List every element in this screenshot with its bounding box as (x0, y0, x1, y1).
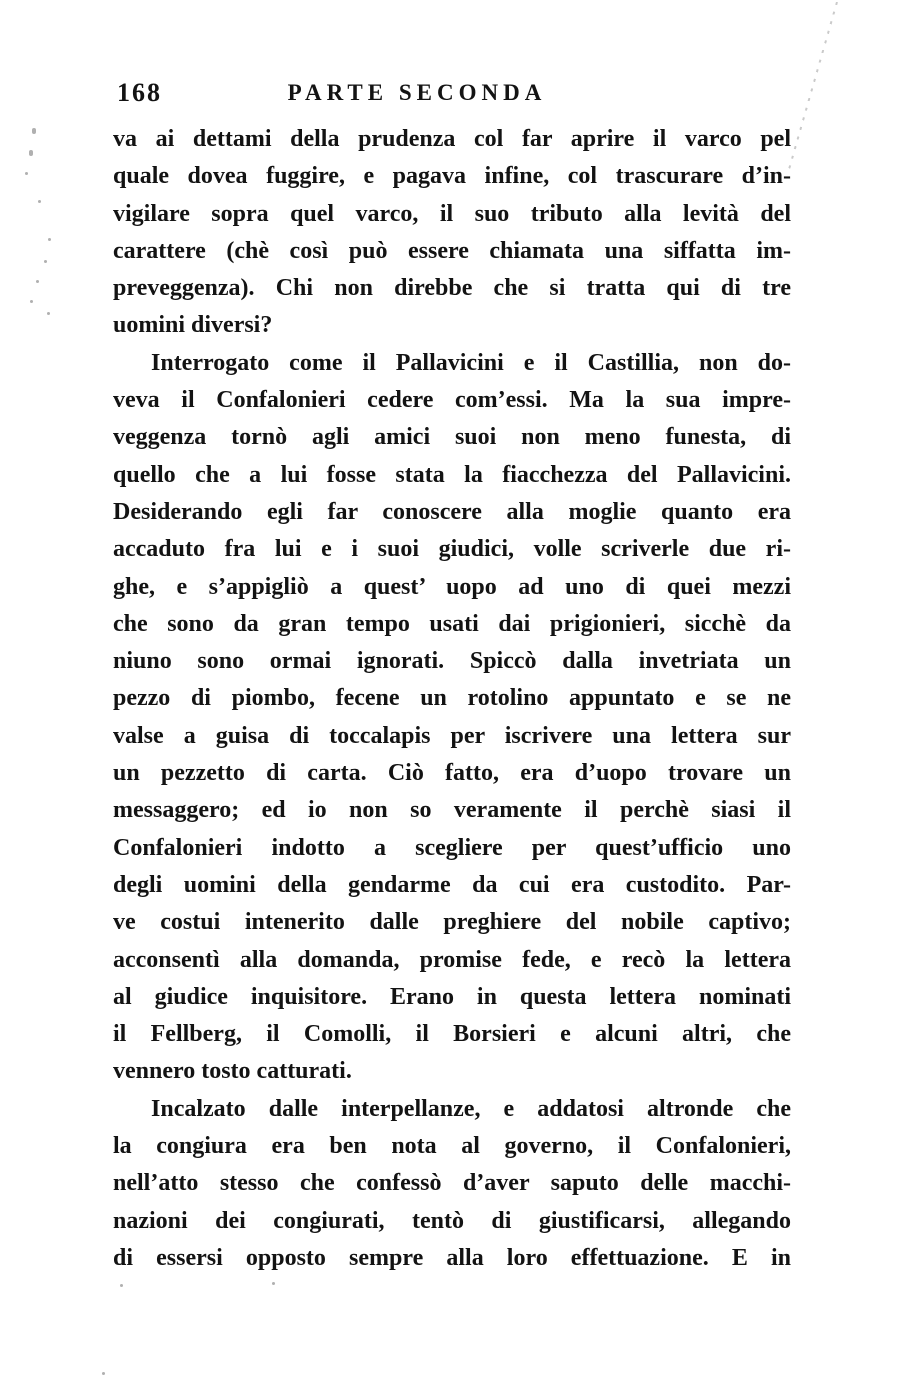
scan-artifact-speck (32, 128, 36, 134)
text-line: degli uomini della gendarme da cui era custodito. Par- (113, 871, 791, 898)
text-line: Confalonieri indotto a scegliere per quest’ufficio uno (113, 834, 791, 861)
text-line: al giudice inquisitore. Erano in questa lettera nominati (113, 983, 791, 1010)
scan-artifact-speck (272, 1282, 275, 1285)
text-line: vennero tosto catturati. (113, 1058, 352, 1085)
text-line: preveggenza). Chi non direbbe che si tratta qui di tre (113, 275, 791, 302)
page-header (113, 76, 791, 112)
text-line: acconsentì alla domanda, promise fede, e recò la lettera (113, 946, 791, 973)
scan-artifact-speck (38, 200, 41, 203)
paragraph (113, 1091, 791, 1277)
scan-artifact-speck (29, 150, 33, 156)
paragraph (113, 345, 791, 1091)
text-line: Desiderando egli far conoscere alla moglie quanto era (113, 498, 791, 525)
text-line: carattere (chè così può essere chiamata una siffatta im- (113, 237, 791, 264)
text-line: che sono da gran tempo usati dai prigionieri, sicchè da (113, 610, 791, 637)
scan-artifact-diagonal (786, 2, 838, 176)
paragraph (113, 121, 791, 345)
scan-artifact-speck (120, 1284, 123, 1287)
page-number: 168 (117, 78, 162, 107)
text-line: ghe, e s’appigliò a quest’ uopo ad uno di quei mezzi (113, 573, 791, 600)
text-line: vigilare sopra quel varco, il suo tributo alla levità del (113, 200, 791, 227)
scan-artifact-speck (36, 280, 39, 283)
text-line: il Fellberg, il Comolli, il Borsieri e alcuni altri, che (113, 1021, 791, 1048)
scan-artifact-speck (44, 260, 47, 263)
text-line: di essersi opposto sempre alla loro effettuazione. E in (113, 1244, 791, 1271)
text-line: quale dovea fuggire, e pagava infine, col trascurare d’in- (113, 163, 791, 190)
text-line: veggenza tornò agli amici suoi non meno funesta, di (113, 424, 791, 451)
text-line: un pezzetto di carta. Ciò fatto, era d’uopo trovare un (113, 760, 791, 787)
text-line: nell’atto stesso che confessò d’aver saputo delle macchi- (113, 1170, 791, 1197)
text-line: ve costui intenerito dalle preghiere del nobile captivo; (113, 909, 791, 936)
text-line: va ai dettami della prudenza col far aprire il varco pel (113, 126, 791, 152)
scan-artifact-speck (48, 238, 51, 241)
text-line: Incalzato dalle interpellanze, e addatosi altronde che (151, 1095, 791, 1122)
body-text (113, 121, 791, 1277)
text-line: Interrogato come il Pallavicini e il Castillia, non do- (151, 349, 791, 376)
text-line: uomini diversi? (113, 312, 273, 339)
scan-artifact-speck (30, 300, 33, 303)
text-line: accaduto fra lui e i suoi giudici, volle scriverle due ri- (113, 536, 791, 563)
text-line: quello che a lui fosse stata la fiacchezza del Pallavicini. (113, 461, 791, 488)
scan-artifact-speck (47, 312, 50, 315)
scan-artifact-speck (25, 172, 28, 175)
scan-artifact-speck (102, 1372, 105, 1375)
text-line: valse a guisa di toccalapis per iscrivere una lettera sur (113, 722, 791, 749)
text-line: veva il Confalonieri cedere com’essi. Ma la sua impre- (113, 387, 791, 414)
text-line: messaggero; ed io non so veramente il perchè siasi il (113, 797, 791, 824)
text-line: pezzo di piombo, fecene un rotolino appuntato e se ne (113, 685, 791, 712)
text-line: niuno sono ormai ignorati. Spiccò dalla invetriata un (113, 648, 791, 675)
text-line: la congiura era ben nota al governo, il Confalonieri, (113, 1133, 791, 1160)
running-title: PARTE SECONDA (287, 80, 547, 105)
text-line: nazioni dei congiurati, tentò di giustificarsi, allegando (113, 1207, 791, 1234)
